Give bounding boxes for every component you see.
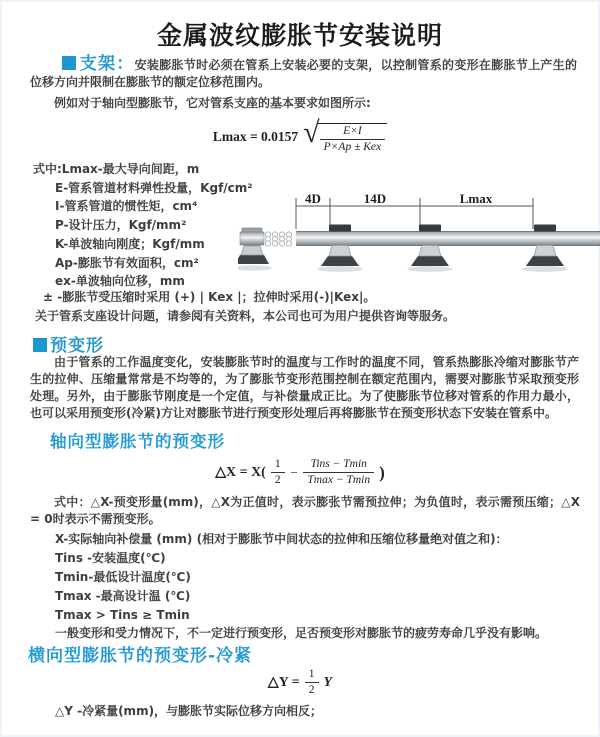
temp-numerator: Tins − Tmin bbox=[310, 458, 367, 470]
preform-section-heading bbox=[33, 331, 104, 356]
lateral-line: △Y -冷紧量(mm)，与膨胀节实际位移方向相反； bbox=[55, 704, 323, 718]
axial-line: X-实际轴向补偿量 (mm) (相对于膨胀节中间状态的拉伸和压缩位移量绝对值之和)： bbox=[55, 532, 508, 546]
dim-label-4d: 4D bbox=[305, 192, 321, 206]
pipe-stub bbox=[240, 232, 264, 245]
lateral-formula-post: Y bbox=[323, 674, 333, 690]
definition-line: I-管系管道的惯性矩，cm⁴ bbox=[55, 199, 198, 214]
support-heading-label: 支架： bbox=[79, 54, 135, 74]
pipe bbox=[296, 232, 600, 246]
support-paragraph bbox=[30, 56, 577, 91]
axial-line: Tmax -最高设计温 (℃) bbox=[55, 589, 191, 603]
axial-line: Tins -安装温度(℃) bbox=[55, 551, 166, 565]
pipe-support-diagram bbox=[238, 192, 600, 287]
dim-label-lmax: Lmax bbox=[459, 192, 493, 206]
section-marker-icon bbox=[33, 338, 47, 352]
half-numerator: 1 bbox=[308, 668, 315, 680]
bellows-icon bbox=[265, 232, 291, 246]
definition-line: P-设计压力，Kgf/mm² bbox=[55, 218, 187, 233]
minus-sign: − bbox=[289, 464, 299, 480]
support-paragraph-text: 安装膨胀节时必须在管系上安装必要的支架，以控制管系的变形在膨胀节上产生的位移方向并限制在膨胀节的额定位移范围内。 bbox=[30, 58, 578, 89]
kex-note: ± -膨胀节受压缩时采用 (+) | Kex |；拉伸时采用(-)|Kex|。 bbox=[43, 290, 376, 304]
definition-line: ex-单波轴向位移，mm bbox=[55, 274, 185, 289]
definition-line: K-单波轴向刚度；Kgf/mm bbox=[55, 236, 205, 251]
lmax-formula-denominator: P×Ap ± Kex bbox=[320, 139, 386, 154]
dim-label-14d: 14D bbox=[363, 192, 387, 206]
half-denominator: 2 bbox=[305, 682, 319, 697]
radical-sign-icon: √ bbox=[303, 116, 320, 149]
temp-denominator: Tmax − Tmin bbox=[303, 472, 374, 487]
consulting-note: 关于管系支座设计问题，请参阅有关资料，本公司也可为用户提供咨询等服务。 bbox=[35, 309, 456, 323]
half-numerator: 1 bbox=[274, 458, 281, 470]
axial-formula bbox=[0, 458, 600, 487]
axial-line: Tmin-最低设计温度(℃) bbox=[55, 570, 191, 584]
lateral-subsection-heading: 横向型膨胀节的预变形-冷紧 bbox=[28, 646, 253, 666]
axial-formula-close: ) bbox=[379, 462, 385, 482]
axial-formula-pre: △X = X( bbox=[215, 465, 266, 481]
lmax-formula-numerator: E×I bbox=[343, 125, 362, 137]
definition-line: Ap-膨胀节有效面积，cm² bbox=[55, 255, 199, 270]
lmax-formula bbox=[0, 116, 600, 154]
page-title: 金属波纹膨胀节安装说明 bbox=[156, 21, 443, 50]
axial-subsection-heading: 轴向型膨胀节的预变形 bbox=[50, 432, 225, 451]
half-denominator: 2 bbox=[271, 472, 285, 487]
axial-line: Tmax > Tins ≥ Tmin bbox=[55, 608, 190, 622]
half-fraction bbox=[305, 668, 319, 697]
lateral-formula-pre: △Y = bbox=[267, 675, 300, 691]
axial-explanation-paragraph: 式中：△X-预变形量(mm)，△X为正值时，表示膨张节需预拉伸；为负值时，表示需预压缩；△X = 0时表示不需预变形。 bbox=[30, 495, 580, 526]
definition-line: 式中:Lmax-最大导向间距，m bbox=[33, 162, 200, 176]
definition-line: E-管系管道材料弹性投量，Kgf/cm² bbox=[55, 180, 253, 195]
axial-line: 一般变形和受力情况下，不一定进行预变形，足否预变形对膨胀节的疲劳寿命几乎没有影响。 bbox=[55, 626, 548, 640]
support-example-line: 例如对于轴向型膨胀节，它对管系支座的基本要求如图所示: bbox=[54, 96, 371, 110]
preform-paragraph: 由于管系的工作温度变化，安装膨胀节时的温度与工作时的温度不同，管系热膨胀冷缩对膨胀节产生的拉伸、压缩量常常是不均等的，为了膨胀节变形范围控制在额定范围内，需要对膨胀节采取预变形处理。另外，由于膨胀节刚度是一个定值，与补偿量成正比。为了使膨胀节位移对管系的作用力最小，也可以采用预变形(冷紧)方让对膨胀节进行预变形处理后再将膨胀节在预变形状态下安装在管系中。 bbox=[30, 355, 579, 420]
lmax-formula-lhs: Lmax = 0.0157 bbox=[212, 129, 299, 145]
half-fraction bbox=[271, 458, 285, 487]
dimension-lines bbox=[296, 198, 533, 229]
support-section-heading bbox=[62, 54, 134, 74]
preform-heading-label: 预变形 bbox=[50, 336, 104, 356]
lateral-formula bbox=[0, 668, 600, 697]
temperature-fraction bbox=[303, 458, 374, 487]
sqrt-radical bbox=[303, 116, 387, 154]
section-marker-icon bbox=[62, 56, 76, 70]
